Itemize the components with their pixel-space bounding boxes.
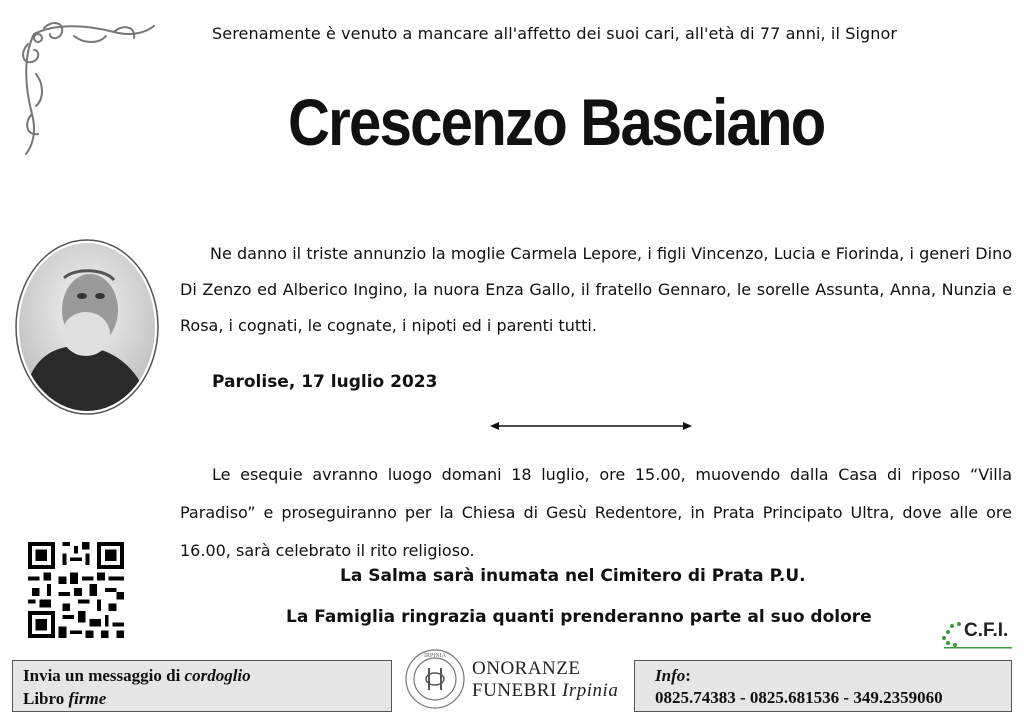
place-date: Parolise, 17 luglio 2023 <box>212 372 438 392</box>
seal-text: IRPINIA <box>424 653 446 659</box>
brand-line-2: FUNEBRI Irpinia <box>472 680 619 701</box>
funeral-details-paragraph: Le esequie avranno luogo domani 18 luglio, ore 15.00, muovendo dalla Casa di riposo “Villa Paradiso” e proseguiranno per la Chiesa di Gesù Redentore, in Prata Principato Ultra, dove alle ore 16.00, sarà celebrato il rito religioso. <box>180 465 1012 560</box>
guestbook-link[interactable]: Libro firme <box>23 689 107 708</box>
condolence-box[interactable] <box>12 660 392 712</box>
intro-text: Serenamente è venuto a mancare all'affetto dei suoi cari, all'età di 77 anni, il Signor <box>212 24 898 43</box>
funeral-home-brand <box>472 658 618 702</box>
burial-notice: La Salma sarà inumata nel Cimitero di Prata P.U. <box>340 566 806 586</box>
family-thanks: La Famiglia ringrazia quanti prenderanno parte al suo dolore <box>286 607 872 627</box>
qr-code-icon[interactable] <box>28 542 124 638</box>
brand-line-1: ONORANZE <box>472 658 581 679</box>
double-arrow-divider-icon <box>490 420 692 432</box>
portrait-photo-icon <box>14 238 160 416</box>
cfi-logo-text: C.F.I. <box>964 620 1009 641</box>
funeral-home-seal-icon <box>404 648 466 710</box>
announcement-paragraph: Ne danno il triste annunzio la moglie Carmela Lepore, i figli Vincenzo, Lucia e Fiorinda, i generi Dino Di Zenzo ed Alberico Ingino, la nuora Enza Gallo, il fratello Gennaro, le sorelle Assunta, Anna, Nunzia e Rosa, i cognati, le cognate, i nipoti ed i parenti tutti. <box>180 244 1012 335</box>
info-label: Info: <box>655 666 691 685</box>
phone-numbers[interactable]: 0825.74383 - 0825.681536 - 349.2359060 <box>655 688 943 707</box>
corner-ornament-icon <box>14 14 164 164</box>
info-box <box>634 660 1012 712</box>
send-message-link[interactable]: Invia un messaggio di cordoglio <box>23 666 251 685</box>
deceased-name: Crescenzo Basciano <box>288 85 825 159</box>
